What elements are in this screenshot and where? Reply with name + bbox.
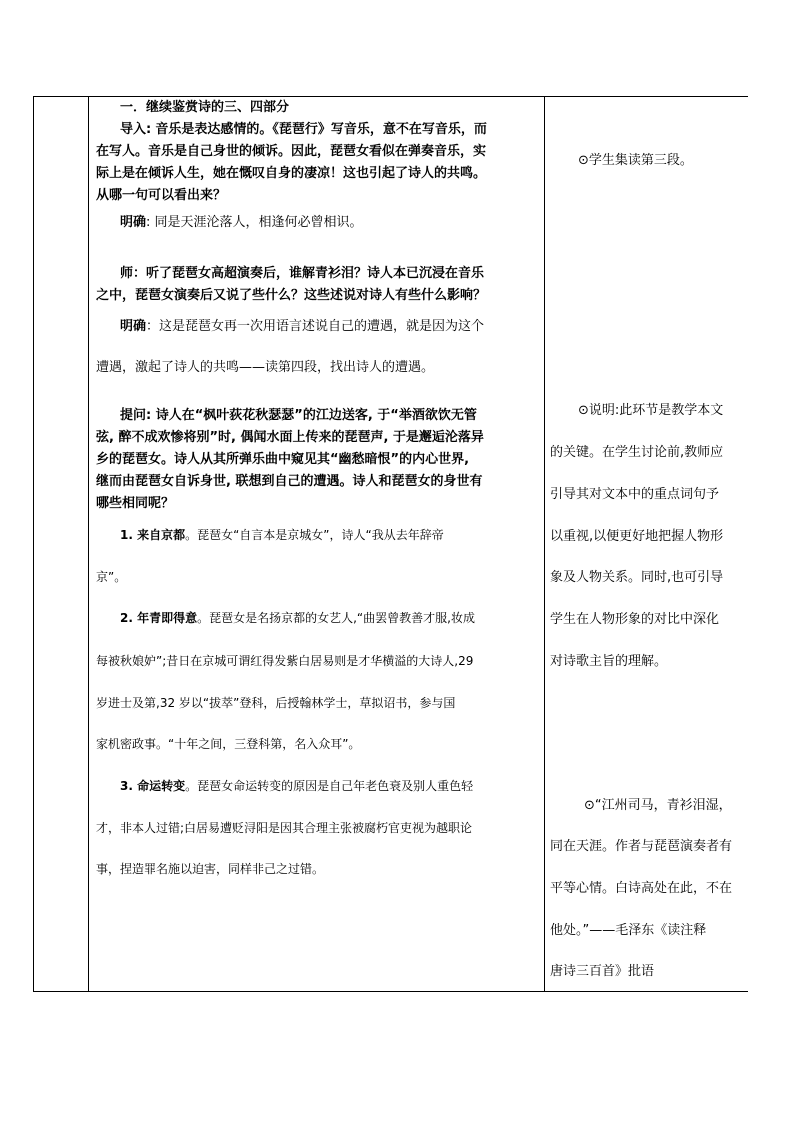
note-3-line-3: 平等心情。白诗高处在此，不在	[550, 881, 733, 896]
answer-1	[120, 212, 363, 234]
point-3-title: 3. 命运转变	[120, 779, 186, 793]
question-line-2: 弦, 醉不成欢惨将别”时, 偶闻水面上传来的琵琶声, 于是邂逅沦落异	[96, 430, 484, 445]
note-2-line-2: 的关键。在学生讨论前,教师应	[550, 445, 724, 460]
answer-2-line-1	[120, 316, 484, 338]
note-3-line-4: 他处。”——毛泽东《读注释	[550, 923, 707, 938]
note-2-line-4: 以重视,以便更好地把握人物形	[550, 529, 724, 544]
note-3-line-2: 同在天涯。作者与琵琶演奏者有	[550, 839, 733, 854]
column-divider-left	[88, 97, 89, 991]
point-1-line-1	[120, 524, 444, 546]
question-line-4: 继而由琵琶女自诉身世, 联想到自己的遭遇。诗人和琵琶女的身世有	[96, 474, 483, 489]
intro-line-2: 在写人。音乐是自己身世的倾诉。因此，琵琶女看似在弹奏音乐，实	[96, 144, 487, 159]
intro-line-1	[120, 119, 487, 141]
note-2-line-5: 象及人物关系。同时,也可引导	[550, 570, 724, 585]
answer-1-text: : 同是天涯沦落人，相逢何必曾相识。	[146, 215, 363, 230]
answer-2-line-2: 遭遇，激起了诗人的共鸣——读第四段，找出诗人的遭遇。	[96, 360, 435, 375]
question-line-5: 哪些相同呢？	[96, 496, 175, 511]
point-3-line-1	[120, 775, 473, 797]
answer-2-text-1: ：这是琵琶女再一次用语言述说自己的遭遇，就是因为这个	[146, 319, 485, 334]
note-1: ⊙学生集读第三段。	[578, 153, 693, 168]
question-line-1	[120, 405, 477, 427]
column-divider-right	[544, 97, 545, 991]
point-1-title: 1. 来自京都	[120, 528, 186, 542]
point-2-line-1	[120, 607, 475, 629]
question-text-1: : 诗人在“枫叶荻花秋瑟瑟”的江边送客, 于“举酒欲饮无管	[146, 408, 477, 423]
point-3-line-3: 事，捏造罪名施以迫害，同样非己之过错。	[96, 862, 325, 876]
answer-1-label: 明确	[120, 215, 147, 230]
point-1-line-2: 京”。	[96, 570, 127, 584]
point-3-line-2: 才，非本人过错;白居易遭贬浔阳是因其合理主张被腐朽官吏视为越职论	[96, 821, 473, 835]
point-2-line-4: 家机密政事。“十年之间，三登科第，名入众耳”。	[96, 737, 361, 751]
teacher-line-2: 之中，琵琶女演奏后又说了些什么？这些述说对诗人有些什么影响？	[96, 288, 487, 303]
answer-2-label: 明确	[120, 319, 147, 334]
point-2-line-3: 岁进士及第,32 岁以“拔萃”登科，后授翰林学士，草拟诏书，参与国	[96, 696, 456, 710]
point-3-text-1: 。琵琶女命运转变的原因是自己年老色衰及别人重色轻	[185, 779, 474, 793]
intro-label: 导入:	[120, 122, 152, 137]
note-2-line-7: 对诗歌主旨的理解。	[550, 654, 668, 669]
note-2-line-3: 引导其对文本中的重点词句予	[550, 487, 720, 502]
question-line-3: 乡的琵琶女。诗人从其所弹乐曲中窥见其“幽愁暗恨”的内心世界,	[96, 452, 470, 467]
section-heading: 一．继续鉴赏诗的三、四部分	[120, 100, 290, 115]
intro-line-4: 从哪一句可以看出来？	[96, 188, 227, 203]
point-2-text-1: 。琵琶女是名扬京都的女艺人,“曲罢曾教善才服,妆成	[197, 611, 475, 625]
point-2-title: 2. 年青即得意	[120, 611, 198, 625]
intro-text-1: 音乐是表达感情的。《琵琶行》写音乐，意不在写音乐，而	[155, 122, 487, 137]
teacher-line-1: 师：听了琵琶女高超演奏后，谁解青衫泪？诗人本已沉浸在音乐	[120, 266, 485, 281]
note-2-line-6: 学生在人物形象的对比中深化	[550, 612, 720, 627]
note-2-line-1: ⊙说明:此环节是教学本文	[578, 403, 724, 418]
note-3-line-1: ⊙“江州司马，青衫泪湿，	[584, 798, 732, 813]
note-3-line-5: 唐诗三百首》批语	[550, 964, 655, 979]
intro-line-3: 际上是在倾诉人生，她在慨叹自身的凄凉！这也引起了诗人的共鸣。	[96, 166, 487, 181]
point-1-text-1: 。琵琶女“自言本是京城女”，诗人“我从去年辞帝	[185, 528, 444, 542]
point-2-line-2: 每被秋娘妒”;昔日在京城可谓红得发紫白居易则是才华横溢的大诗人,29	[96, 654, 474, 668]
question-label: 提问	[120, 408, 147, 423]
